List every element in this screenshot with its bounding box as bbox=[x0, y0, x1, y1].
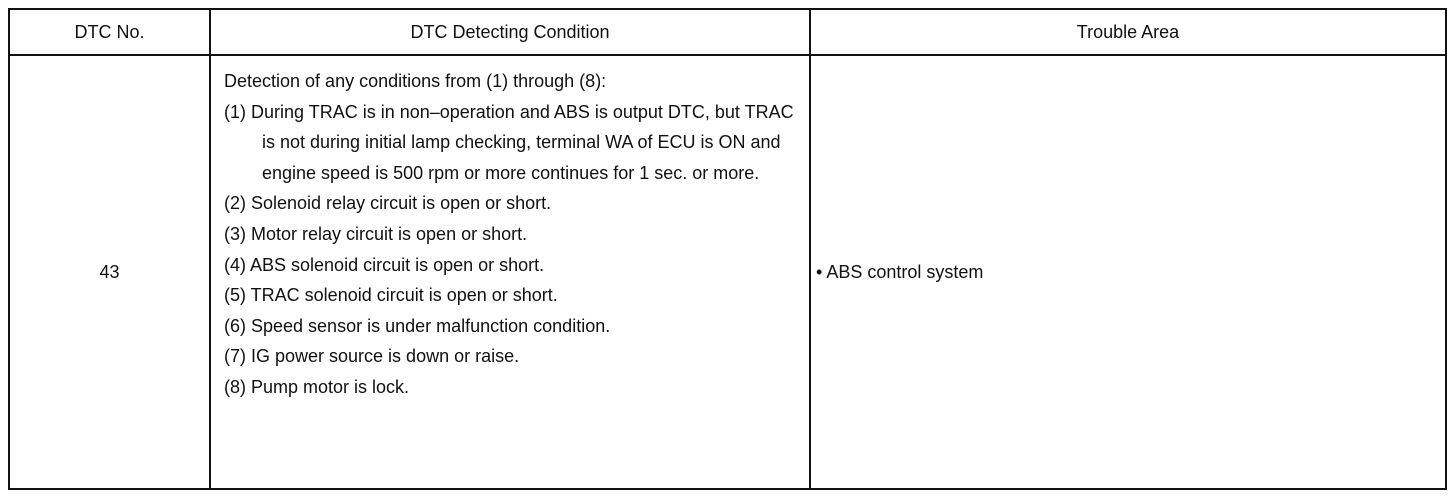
condition-item: (4) ABS solenoid circuit is open or short. bbox=[224, 254, 545, 275]
condition-item: (3) Motor relay circuit is open or short. bbox=[224, 223, 528, 244]
condition-item: (7) IG power source is down or raise. bbox=[224, 346, 520, 367]
dtc-number-cell: 43 bbox=[9, 55, 210, 489]
header-trouble-area: Trouble Area bbox=[810, 9, 1446, 55]
dtc-table bbox=[8, 8, 1447, 490]
condition-item: (6) Speed sensor is under malfunction condition. bbox=[224, 315, 611, 336]
header-dtc-no: DTC No. bbox=[9, 9, 210, 55]
condition-item: (5) TRAC solenoid circuit is open or short. bbox=[224, 285, 558, 306]
trouble-area-list bbox=[816, 262, 1445, 283]
trouble-area-text: ABS control system bbox=[826, 261, 984, 282]
condition-item: (8) Pump motor is lock. bbox=[224, 376, 410, 397]
trouble-area-item bbox=[816, 262, 1445, 283]
trouble-area-cell bbox=[810, 55, 1446, 489]
bullet-icon: • bbox=[816, 261, 823, 282]
table-row bbox=[9, 55, 1446, 489]
detecting-condition-cell bbox=[210, 55, 810, 489]
condition-item: (1) During TRAC is in non–operation and ABS is output DTC, but TRAC is not during initial lamp checking, terminal WA of ECU is ON and engine speed is 500 rpm or more continues for 1 sec. or more. bbox=[224, 101, 794, 183]
condition-list bbox=[224, 97, 795, 403]
header-detecting-condition: DTC Detecting Condition bbox=[210, 9, 810, 55]
table-header-row bbox=[9, 9, 1446, 55]
condition-item: (2) Solenoid relay circuit is open or short. bbox=[224, 193, 552, 214]
condition-intro: Detection of any conditions from (1) through (8): bbox=[224, 71, 607, 91]
